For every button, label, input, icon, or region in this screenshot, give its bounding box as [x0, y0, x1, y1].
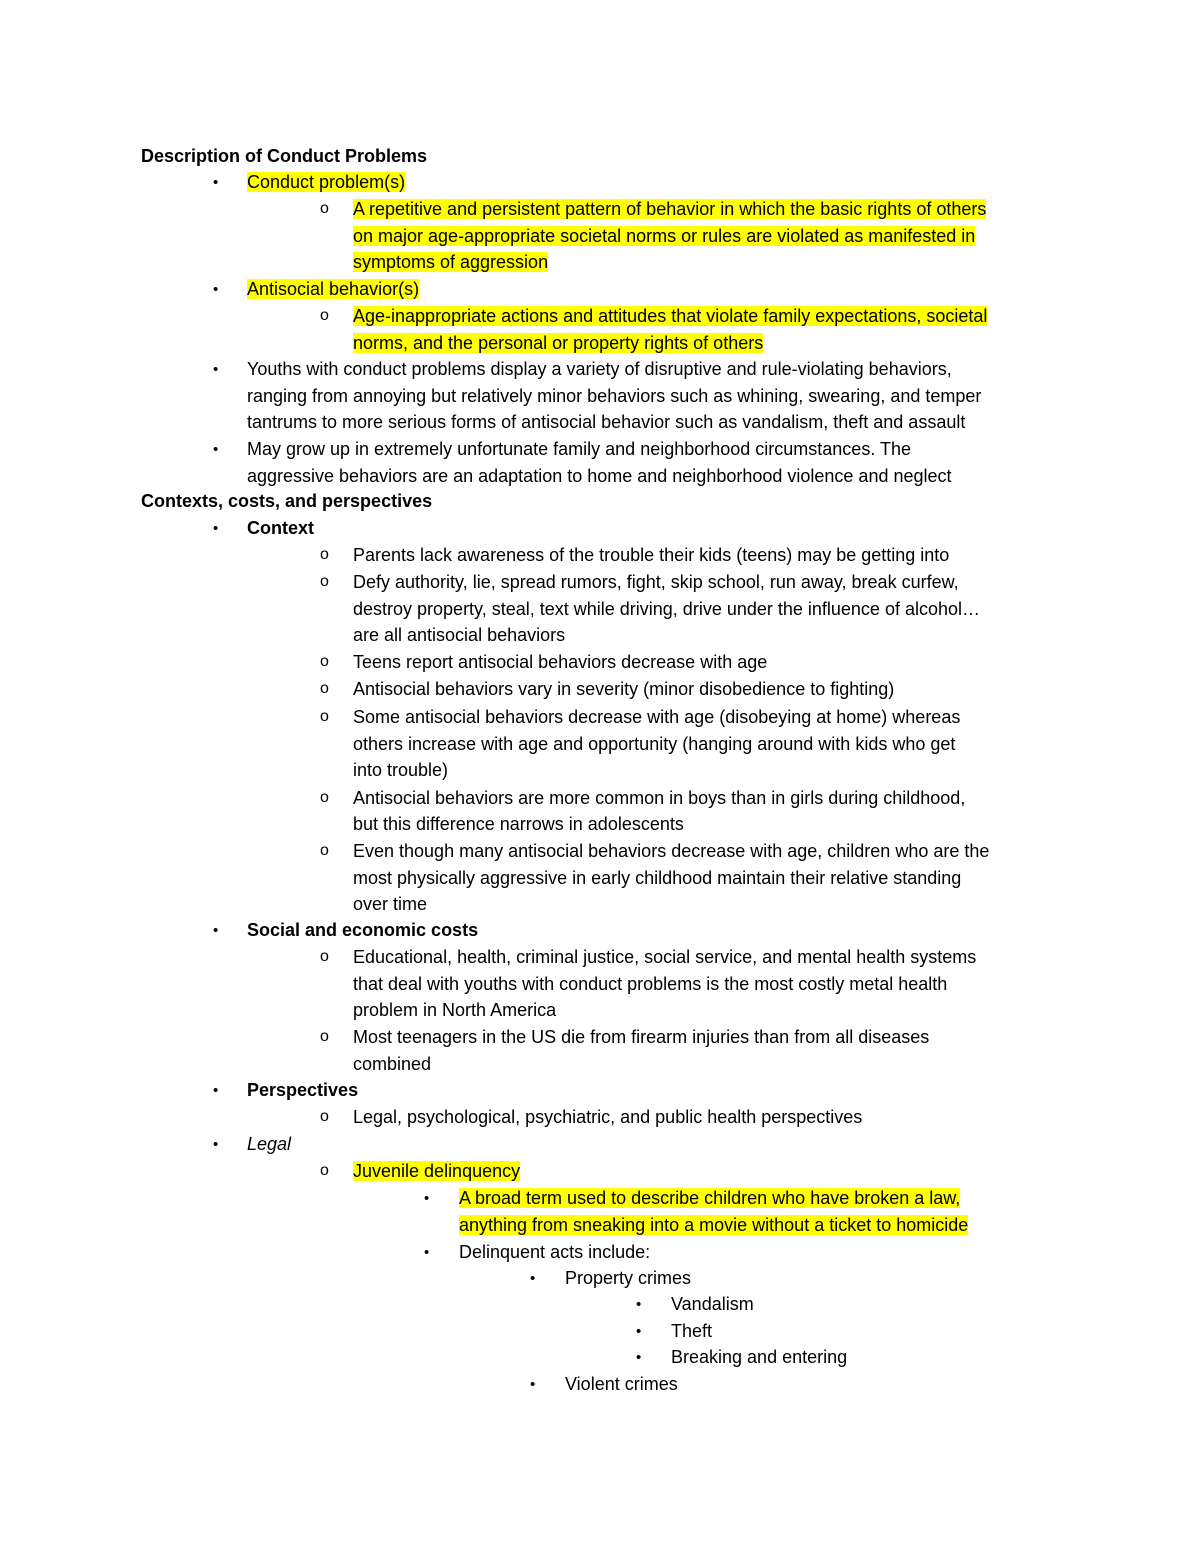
- bullet-marker: •: [530, 1270, 536, 1287]
- sub-bullet-marker: o: [320, 546, 329, 563]
- bullet-marker: •: [213, 922, 219, 939]
- text-line: over time: [353, 894, 428, 914]
- sub-bullet-marker: o: [320, 789, 329, 806]
- sub-bullet-marker: o: [320, 1028, 329, 1045]
- sub-bullet-marker: o: [320, 948, 329, 965]
- highlighted-text: on major age-appropriate societal norms or rules are violated as manifested in: [353, 226, 976, 246]
- bullet-marker: •: [636, 1349, 642, 1366]
- text-line: Youths with conduct problems display a variety of disruptive and rule-violating behaviors,: [247, 359, 952, 379]
- text-line: problem in North America: [353, 1000, 557, 1020]
- text-line: Some antisocial behaviors decrease with age (disobeying at home) whereas: [353, 707, 961, 727]
- highlighted-text: Age-inappropriate actions and attitudes that violate family expectations, societal: [353, 306, 988, 326]
- text-line: destroy property, steal, text while driving, drive under the influence of alcohol…: [353, 599, 980, 619]
- subheading-perspectives: Perspectives: [247, 1080, 359, 1100]
- subheading-costs: Social and economic costs: [247, 920, 479, 940]
- bullet-marker: •: [636, 1296, 642, 1313]
- bullet-marker: •: [213, 174, 219, 191]
- definition-line: [459, 1212, 968, 1238]
- sub-bullet-marker: o: [320, 680, 329, 697]
- subheading-context: Context: [247, 518, 314, 538]
- text-line: Educational, health, criminal justice, social service, and mental health systems: [353, 947, 977, 967]
- sub-bullet-marker: o: [320, 653, 329, 670]
- text-line: others increase with age and opportunity (hanging around with kids who get: [353, 734, 956, 754]
- text-line: Property crimes: [565, 1268, 692, 1288]
- term-juvenile-delinquency: [353, 1158, 520, 1184]
- bullet-marker: •: [424, 1190, 430, 1207]
- text-line: tantrums to more serious forms of antisocial behavior such as vandalism, theft and assault: [247, 412, 966, 432]
- text-line: are all antisocial behaviors: [353, 625, 566, 645]
- highlighted-text: Juvenile delinquency: [353, 1161, 521, 1181]
- highlighted-text: A broad term used to describe children who have broken a law,: [459, 1188, 961, 1208]
- sub-bullet-marker: o: [320, 307, 329, 324]
- text-line: Delinquent acts include:: [459, 1242, 651, 1262]
- text-line: Parents lack awareness of the trouble their kids (teens) may be getting into: [353, 545, 950, 565]
- definition-line: [353, 330, 763, 356]
- sub-bullet-marker: o: [320, 842, 329, 859]
- bullet-marker: •: [424, 1244, 430, 1261]
- text-line: into trouble): [353, 760, 449, 780]
- text-line: Even though many antisocial behaviors decrease with age, children who are the: [353, 841, 990, 861]
- text-line: Antisocial behaviors vary in severity (minor disobedience to fighting): [353, 679, 895, 699]
- bullet-marker: •: [530, 1376, 536, 1393]
- text-line: Antisocial behaviors are more common in boys than in girls during childhood,: [353, 788, 966, 808]
- highlighted-text: norms, and the personal or property rights of others: [353, 333, 764, 353]
- bullet-marker: •: [213, 441, 219, 458]
- text-line: combined: [353, 1054, 432, 1074]
- bullet-marker: •: [213, 1136, 219, 1153]
- text-line: Most teenagers in the US die from firearm injuries than from all diseases: [353, 1027, 930, 1047]
- highlighted-text: A repetitive and persistent pattern of behavior in which the basic rights of others: [353, 199, 987, 219]
- definition-line: [459, 1185, 960, 1211]
- definition-line: [353, 223, 975, 249]
- bullet-marker: •: [213, 281, 219, 298]
- bullet-marker: •: [213, 361, 219, 378]
- definition-line: [353, 196, 986, 222]
- sub-bullet-marker: o: [320, 573, 329, 590]
- bullet-marker: •: [213, 520, 219, 537]
- text-line: that deal with youths with conduct problems is the most costly metal health: [353, 974, 948, 994]
- sub-bullet-marker: o: [320, 708, 329, 725]
- text-line: Violent crimes: [565, 1374, 678, 1394]
- text-line: aggressive behaviors are an adaptation to home and neighborhood violence and neglect: [247, 466, 952, 486]
- list-item: Breaking and entering: [671, 1347, 848, 1367]
- term-antisocial-behaviors: [247, 276, 419, 302]
- text-line: ranging from annoying but relatively minor behaviors such as whining, swearing, and temper: [247, 386, 982, 406]
- highlighted-text: Conduct problem(s): [247, 172, 406, 192]
- text-line: most physically aggressive in early childhood maintain their relative standing: [353, 868, 962, 888]
- sub-bullet-marker: o: [320, 1108, 329, 1125]
- highlighted-text: anything from sneaking into a movie without a ticket to homicide: [459, 1215, 969, 1235]
- highlighted-text: symptoms of aggression: [353, 252, 549, 272]
- text-line: but this difference narrows in adolescents: [353, 814, 684, 834]
- text-line: Teens report antisocial behaviors decrease with age: [353, 652, 768, 672]
- text-line: Defy authority, lie, spread rumors, fight, skip school, run away, break curfew,: [353, 572, 959, 592]
- definition-line: [353, 249, 548, 275]
- bullet-marker: •: [213, 1082, 219, 1099]
- term-conduct-problems: [247, 169, 405, 195]
- sub-bullet-marker: o: [320, 200, 329, 217]
- text-line: May grow up in extremely unfortunate family and neighborhood circumstances. The: [247, 439, 912, 459]
- section-heading-description: Description of Conduct Problems: [141, 146, 428, 166]
- sub-bullet-marker: o: [320, 1162, 329, 1179]
- text-line: Legal, psychological, psychiatric, and public health perspectives: [353, 1107, 863, 1127]
- section-heading-contexts: Contexts, costs, and perspectives: [141, 491, 433, 511]
- highlighted-text: Antisocial behavior(s): [247, 279, 420, 299]
- bullet-marker: •: [636, 1323, 642, 1340]
- list-item: Theft: [671, 1321, 713, 1341]
- subheading-legal: Legal: [247, 1134, 292, 1154]
- list-item: Vandalism: [671, 1294, 754, 1314]
- definition-line: [353, 303, 987, 329]
